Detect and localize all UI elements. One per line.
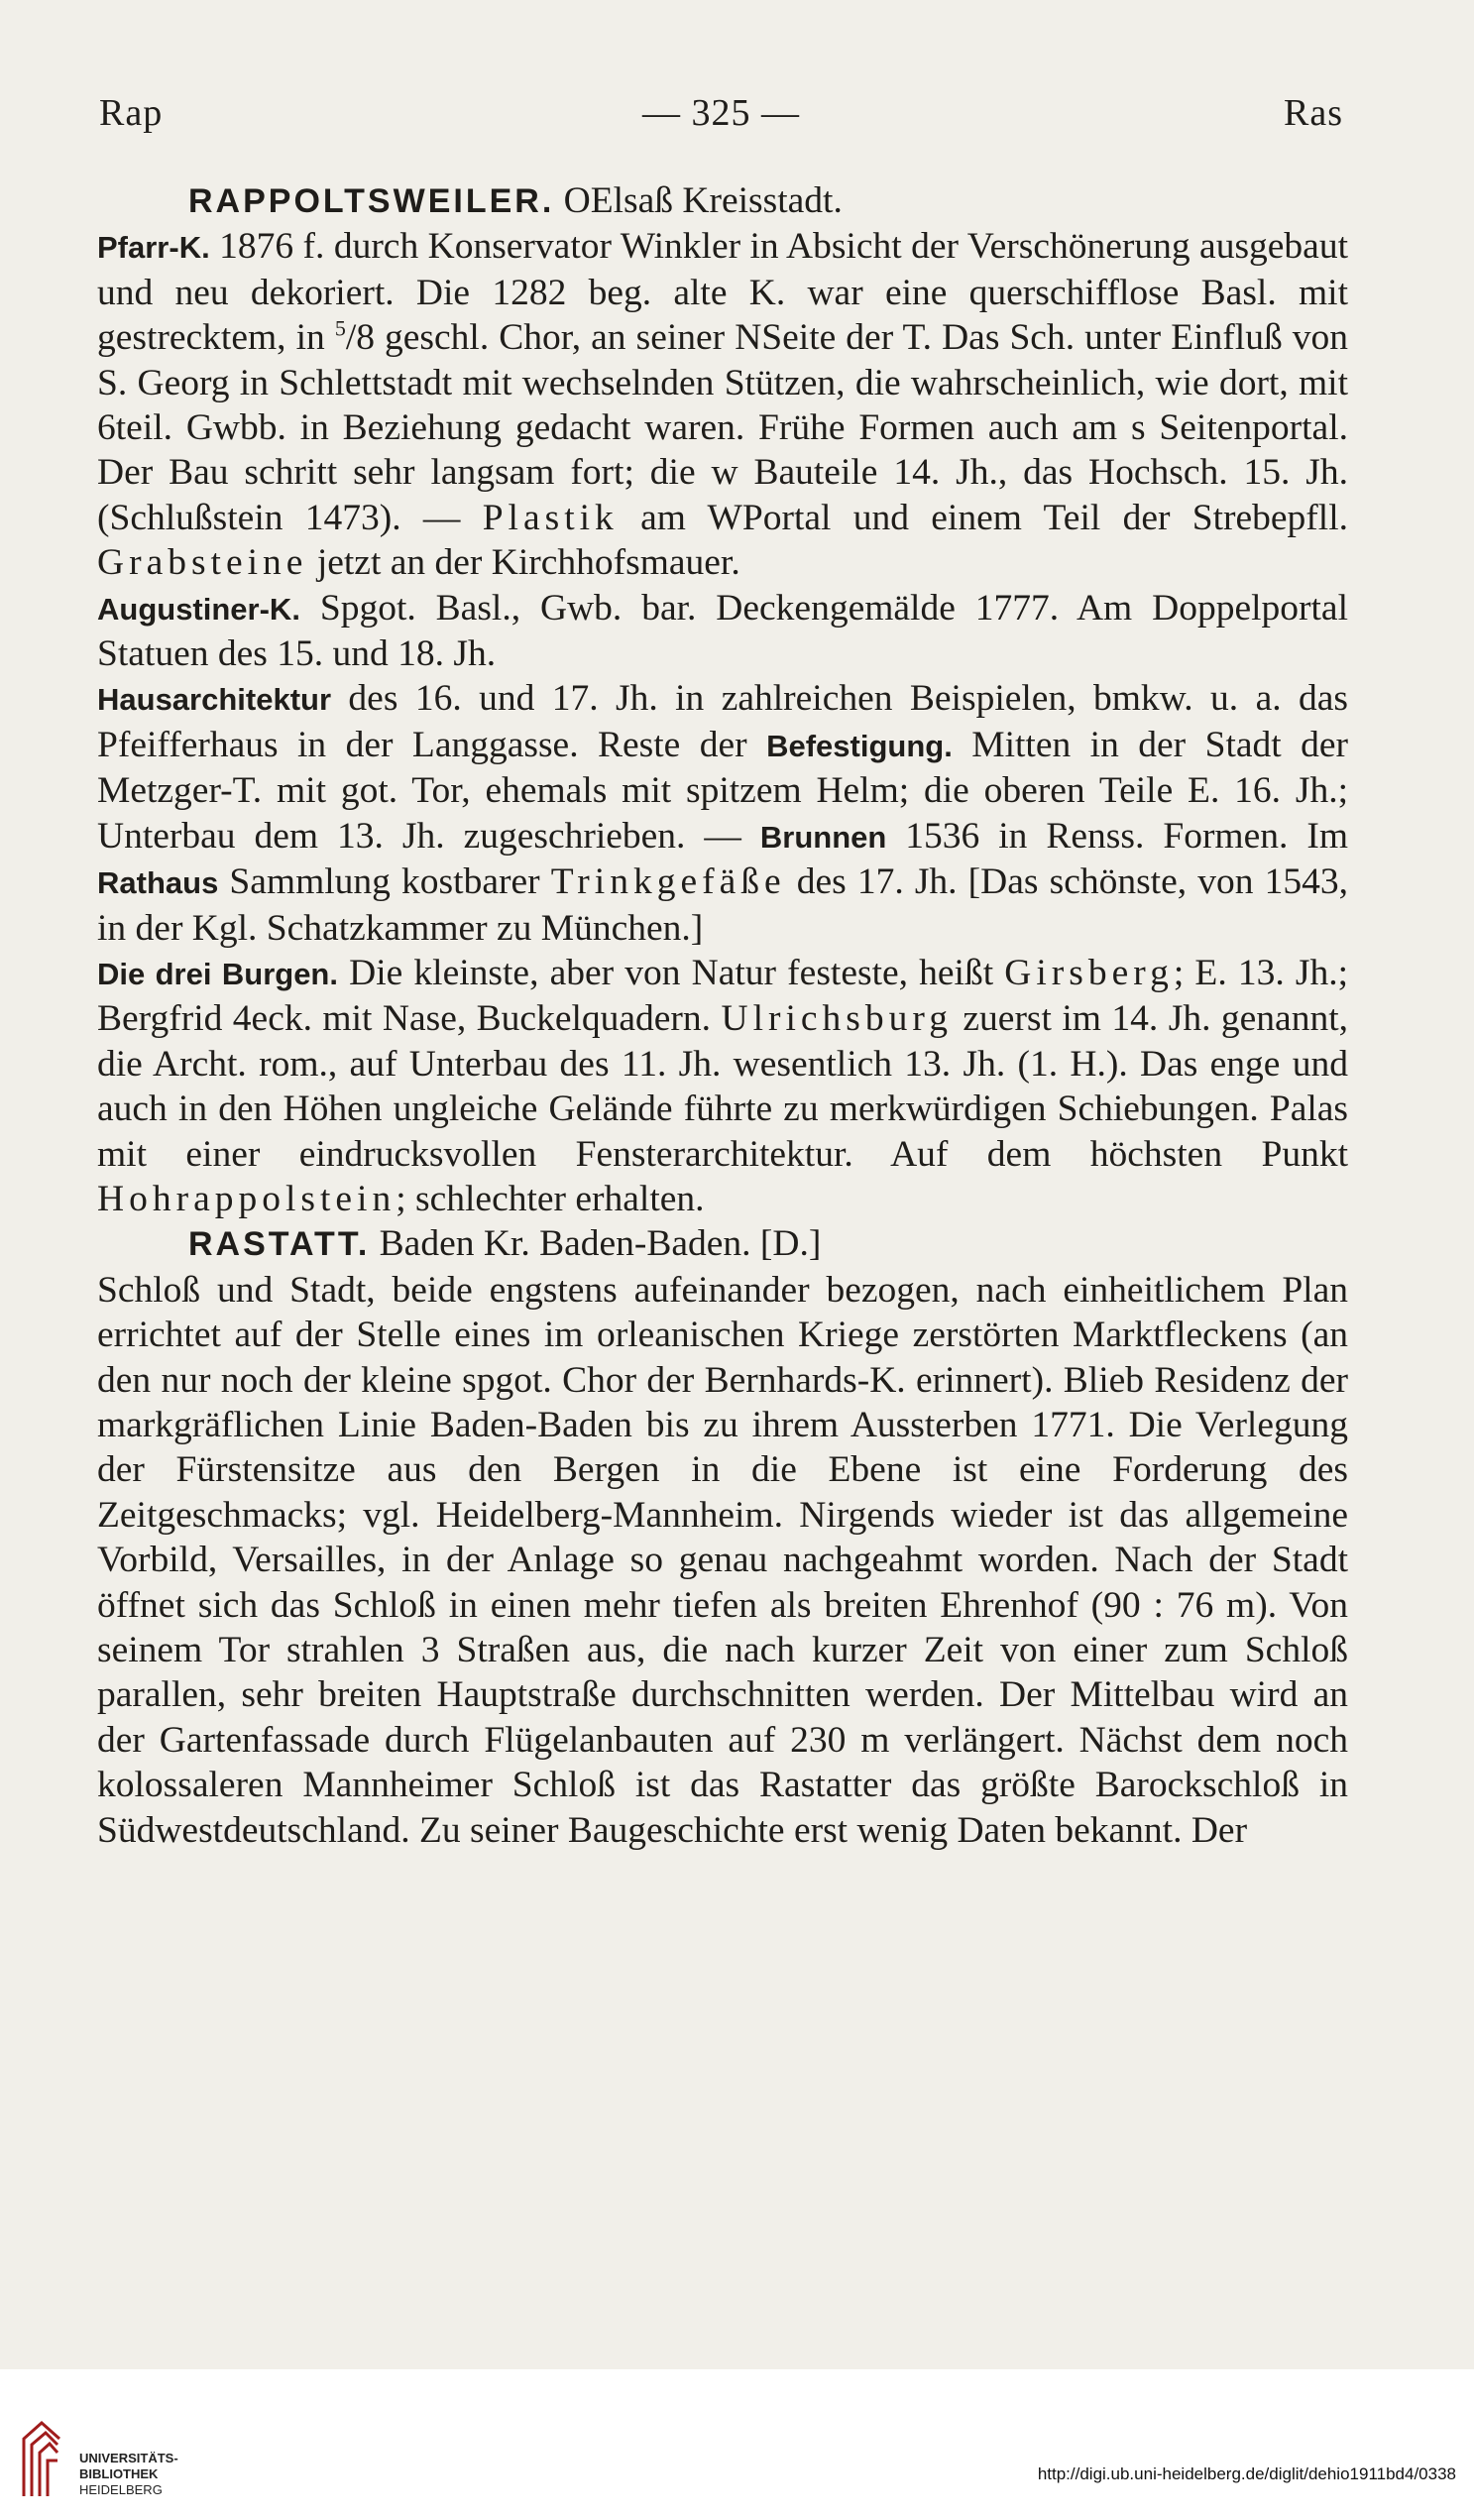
source-url-link[interactable]: http://digi.ub.uni-heidelberg.de/diglit/dehio1911bd4/0338 [1037, 2464, 1456, 2483]
entry-location: OElsaß Kreisstadt. [554, 180, 843, 221]
spaced-term: Girsberg [1004, 952, 1174, 993]
paragraph-burgen [97, 951, 1348, 1221]
fraction-denominator: /8 [345, 317, 375, 359]
text-run: des 16. und 17. Jh. in zahlreichen Beispielen, bmkw. u. a. das Pfeifferhaus in der Langgasse. Reste der [97, 678, 1348, 765]
text-run: ; schlechter erhalten. [396, 1178, 705, 1219]
entry-location: Baden Kr. Baden-Baden. [D.] [370, 1223, 822, 1265]
text-run: Sammlung kostbarer [218, 861, 551, 903]
spaced-term: Grabsteine [97, 542, 308, 584]
library-name-line: UNIVERSITÄTS- [79, 2451, 178, 2465]
text-run: ; E. 13. Jh.; Bergfrid 4eck. mit Nase, Buckelquadern. [97, 952, 1348, 1040]
keyword: Hausarchitektur [97, 682, 332, 718]
text-run: 1536 in Renss. Formen. Im [886, 815, 1349, 857]
spaced-term: Hohrappolstein [97, 1178, 397, 1219]
library-name-line: HEIDELBERG [79, 2482, 163, 2497]
keyword: Die drei Burgen. [97, 956, 338, 991]
text-run: geschl. Chor, an seiner NSeite der T. Das Sch. unter Einfluß von S. Georg in Schlettstadt mit wechselnden Stützen, die wahrscheinlich, wie dort, mit 6teil. Gwbb. in Beziehung gedacht waren. Frühe Formen auch am s Seitenportal. Der Bau schritt sehr langsam fort; die w Bauteile 14. Jh., das Hochsch. 15. Jh. (Schlußstein 1473). — [97, 317, 1348, 538]
spaced-term: Trinkgefäße [550, 861, 786, 903]
text-run: zuerst im 14. Jh. genannt, die Archt. rom., auf Unterbau des 11. Jh. wesentlich 13. Jh. (1. H.). Das enge und auch in den Höhen ungleiche Gelände führte zu merkwürdigen Schiebungen. Palas mit einer eindrucksvollen Fensterarchitektur. Auf dem höchsten Punkt [97, 998, 1348, 1175]
entry-heading-rappoltsweiler [97, 178, 1348, 224]
spaced-term: Ulrichsburg [721, 998, 953, 1040]
text-run: Die kleinste, aber von Natur festeste, heißt [337, 952, 1005, 993]
keyword: Pfarr-K. [97, 230, 210, 266]
entry-title: RAPPOLTSWEILER. [188, 182, 555, 220]
library-logo-icon [16, 2419, 67, 2498]
text-run: Mitten in der Stadt der Metzger-T. mit got. Tor, ehemals mit spitzem Helm; die oberen Teile E. 16. Jh.; Unterbau dem 13. Jh. zugeschrieben. — [97, 724, 1348, 857]
paragraph-hausarchitektur [97, 676, 1348, 950]
text-run: 1876 f. durch Konservator Winkler in Absicht der Verschönerung ausgebaut und neu dekoriert. Die 1282 beg. alte K. war eine querschifflose Basl. mit gestrecktem, in [97, 226, 1348, 359]
running-head [99, 91, 1343, 143]
running-head-right: Ras [1284, 92, 1343, 134]
body-text [97, 178, 1348, 1853]
paragraph-rastatt: Schloß und Stadt, beide engstens aufeinander bezogen, nach einheitlichem Plan errichtet auf der Stelle eines im orleanischen Kriege zerstörten Marktfleckens (an den nur noch der kleine spgot. Chor der Bernhards-K. erinnert). Blieb Residenz der markgräflichen Linie Baden-Baden bis zu ihrem Aussterben 1771. Die Verlegung der Fürstensitze aus den Bergen in die Ebene ist eine Forderung des Zeitgeschmacks; vgl. Heidelberg-Mannheim. Nirgends wieder ist das allgemeine Vorbild, Versailles, in der Anlage so genau nachgeahmt worden. Nach der Stadt öffnet sich das Schloß in einen mehr tiefen als breiten Ehrenhof (90 : 76 m). Von seinem Tor strahlen 3 Straßen aus, die nach kurzer Zeit von einer zum Schloß parallen, sehr breiten Hauptstraße durchschnitten werden. Der Mittelbau wird an der Gartenfassade durch Flügelanbauten auf 230 m verlängert. Nächst dem noch kolossaleren Mannheimer Schloß ist das Rastatter das größte Barockschloß in Südwestdeutschland. Zu seiner Baugeschichte erst wenig Daten bekannt. Der [97, 1269, 1348, 1851]
keyword: Befestigung. [766, 728, 953, 763]
running-head-left: Rap [99, 92, 164, 134]
entry-heading-rastatt [97, 1221, 1348, 1267]
text-run: des 17. Jh. [Das schönste, von 1543, in der Kgl. Schatzkammer zu München.] [97, 861, 1348, 949]
entry-title: RASTATT. [188, 1225, 371, 1264]
keyword: Augustiner-K. [97, 591, 300, 627]
paragraph-pfarrkirche [97, 224, 1348, 585]
text-run: jetzt an der Kirchhofsmauer. [307, 542, 740, 584]
fraction-numerator: 5 [334, 315, 346, 341]
text-run: Spgot. Basl., Gwb. bar. Deckengemälde 1777. Am Doppelportal Statuen des 15. und 18. Jh. [97, 587, 1348, 675]
keyword: Rathaus [97, 865, 219, 901]
footer-bar [0, 2369, 1474, 2520]
spaced-term: Plastik [482, 497, 619, 538]
keyword: Brunnen [759, 819, 887, 855]
paragraph-augustinerkirche [97, 586, 1348, 677]
page-number: — 325 — [642, 92, 800, 134]
library-name [79, 2451, 178, 2498]
library-name-line: BIBLIOTHEK [79, 2466, 159, 2481]
text-run: am WPortal und einem Teil der Strebepfll. [618, 497, 1348, 538]
